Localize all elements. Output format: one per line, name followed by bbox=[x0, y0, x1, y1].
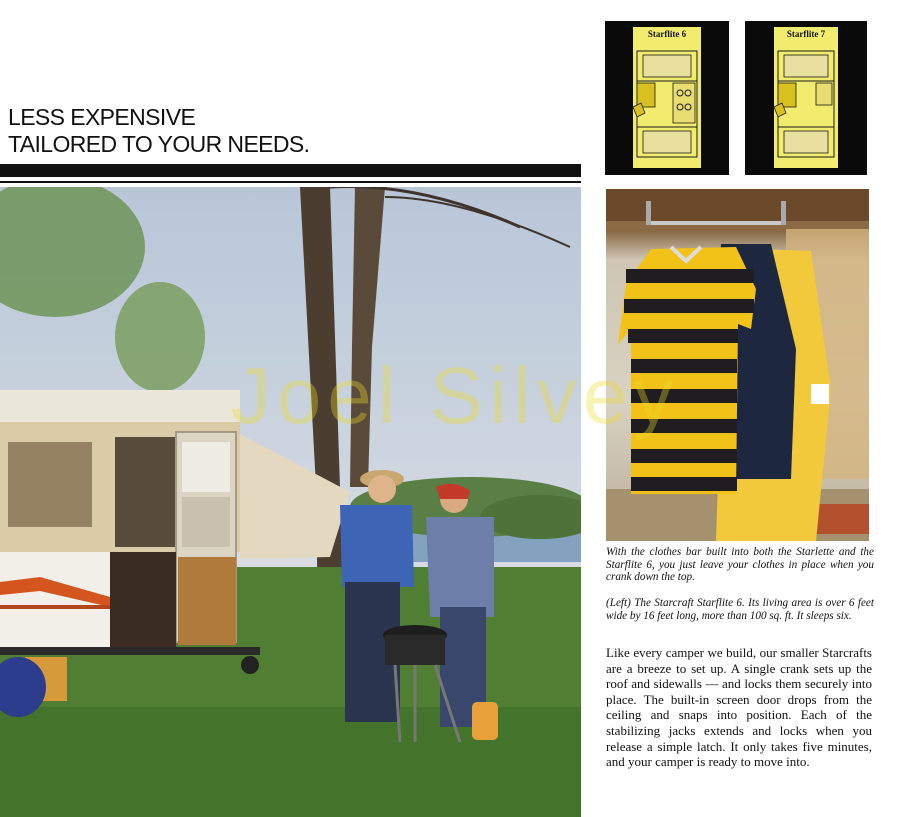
headline-rule-thick bbox=[0, 164, 581, 177]
clothes-bar-photo bbox=[606, 189, 869, 541]
watermark: Joel Silvey bbox=[230, 351, 680, 440]
floorplan-starflite-7 bbox=[745, 21, 867, 175]
floorplan-label: Starflite 6 bbox=[647, 29, 687, 39]
headline-rule-thin bbox=[0, 181, 581, 183]
floorplan-starflite-6 bbox=[605, 21, 729, 175]
body-paragraph: Like every camper we build, our smaller Starcrafts are a breeze to set up. A single crank sets up the roof and sidewalls — and locks them securely into place. The built-in screen door drops from the ceiling and snaps into position. Each of the stabilizing jacks extends and locks when you release a simple latch. It only takes five minutes, and your camper is ready to move into. bbox=[606, 645, 872, 770]
headline bbox=[8, 104, 309, 158]
camper-caption: (Left) The Starcraft Starflite 6. Its living area is over 6 feet wide by 16 feet long, more than 100 sq. ft. It sleeps six. bbox=[606, 597, 874, 622]
floorplan-label: Starflite 7 bbox=[786, 29, 826, 39]
closet-caption: With the clothes bar built into both the Starlette and the Starflite 6, you just leave your clothes in place when you crank down the top. bbox=[606, 546, 874, 583]
camper-scene-photo bbox=[0, 187, 581, 817]
headline-line-2: TAILORED TO YOUR NEEDS. bbox=[8, 131, 310, 157]
headline-line-1: LESS EXPENSIVE bbox=[8, 104, 196, 130]
